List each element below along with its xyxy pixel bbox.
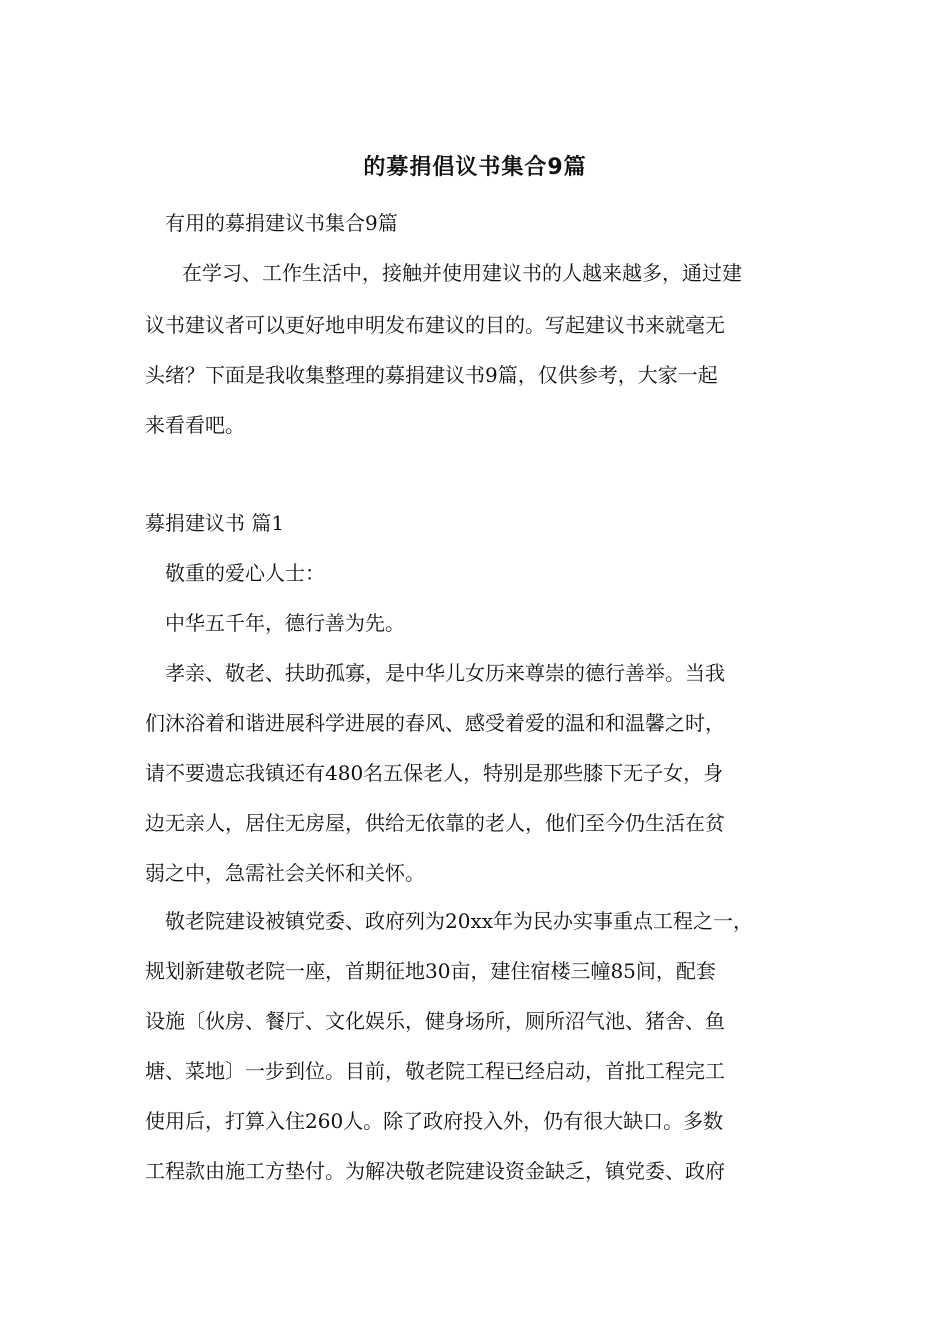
paragraph-line: 弱之中，急需社会关怀和关怀。: [145, 861, 425, 885]
paragraph-line: 敬老院建设被镇党委、政府列为20xx年为民办实事重点工程之一，: [165, 909, 754, 933]
intro-line: 在学习、工作生活中，接触并使用建议书的人越来越多，通过建: [182, 261, 742, 285]
motto-line: 中华五千年，德行善为先。: [165, 611, 405, 635]
section-heading: 募捐建议书 篇1: [145, 511, 285, 535]
paragraph-line: 设施〔伙房、餐厅、文化娱乐，健身场所，厕所沼气池、猪舍、鱼: [145, 1009, 725, 1033]
paragraph-line: 使用后，打算入住260人。除了政府投入外，仍有很大缺口。多数: [145, 1109, 724, 1133]
paragraph-line: 工程款由施工方垫付。为解决敬老院建设资金缺乏，镇党委、政府: [145, 1159, 725, 1183]
paragraph-line: 孝亲、敬老、扶助孤寡，是中华儿女历来尊崇的德行善举。当我: [165, 661, 725, 685]
paragraph-line: 塘、菜地〕一步到位。目前，敬老院工程已经启动，首批工程完工: [145, 1059, 725, 1083]
paragraph-line: 规划新建敬老院一座，首期征地30亩，建住宿楼三幢85间，配套: [145, 959, 716, 983]
document-title: 的募捐倡议书集合9篇: [363, 155, 587, 180]
intro-line: 来看看吧。: [145, 413, 245, 437]
document-subtitle: 有用的募捐建议书集合9篇: [165, 211, 398, 235]
intro-line: 头绪？下面是我收集整理的募捐建议书9篇，仅供参考，大家一起: [145, 363, 718, 387]
paragraph-line: 们沐浴着和谐进展科学进展的春风、感受着爱的温和和温馨之时，: [145, 711, 725, 735]
intro-line: 议书建议者可以更好地申明发布建议的目的。写起建议书来就毫无: [145, 313, 725, 337]
paragraph-line: 边无亲人，居住无房屋，供给无依靠的老人，他们至今仍生活在贫: [145, 811, 725, 835]
salutation: 敬重的爱心人士：: [165, 561, 325, 585]
paragraph-line: 请不要遗忘我镇还有480名五保老人，特别是那些膝下无子女，身: [145, 761, 724, 785]
